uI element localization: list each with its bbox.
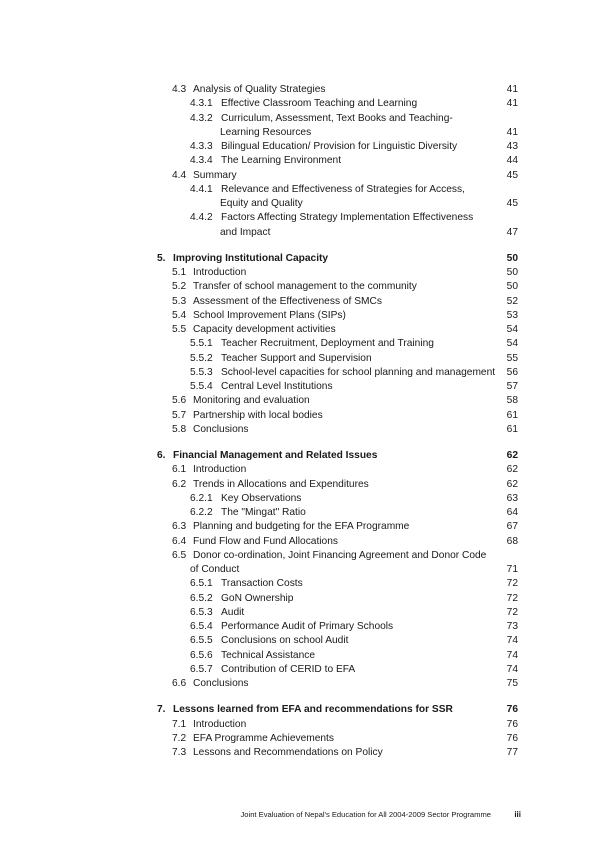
toc-entry-title: of Conduct <box>190 564 240 575</box>
toc-entry-page: 61 <box>506 409 518 421</box>
toc-entry-title: Introduction <box>193 718 247 730</box>
toc-entry-title: Donor co-ordination, Joint Financing Agreement and Donor Code <box>193 549 487 561</box>
toc-entry-page: 53 <box>506 309 518 321</box>
toc-entry-number: 4.3.4 <box>190 155 213 167</box>
toc-entry-page: 57 <box>506 381 518 392</box>
toc-entry-title: Equity and Quality <box>220 198 303 209</box>
toc-entry <box>0 309 601 323</box>
toc-entry-number: 4.3.1 <box>190 98 213 110</box>
toc-entry-title: Summary <box>193 169 237 181</box>
toc-entry-title: Factors Affecting Strategy Implementation Effectiveness <box>221 212 474 224</box>
toc-entry-title: School Improvement Plans (SIPs) <box>193 309 346 321</box>
toc-entry <box>0 83 601 97</box>
toc-entry-title: Conclusions <box>193 678 249 689</box>
toc-entry-number: 6.5.2 <box>190 592 213 604</box>
toc-entry-number: 5.5.4 <box>190 381 213 392</box>
toc-entry-page: 75 <box>506 678 518 689</box>
toc-entry-title: The "Mingat" Ratio <box>221 507 306 518</box>
toc-entry-page: 73 <box>506 621 518 632</box>
toc-entry-page: 43 <box>506 141 518 152</box>
toc-entry-title: Curriculum, Assessment, Text Books and Teaching- <box>221 112 453 124</box>
toc-entry-page: 45 <box>506 169 518 181</box>
toc-entry-title: Key Observations <box>221 492 302 504</box>
toc-entry <box>0 463 601 477</box>
toc-entry-page: 58 <box>506 395 518 407</box>
toc-entry-number: 7. <box>157 704 166 716</box>
toc-entry <box>0 323 601 337</box>
toc-entry-number: 6.5.3 <box>190 606 213 618</box>
toc-entry-title: and Impact <box>220 226 271 238</box>
toc-entry <box>0 394 601 408</box>
toc-entry-page: 56 <box>506 366 518 378</box>
toc-entry-title: Teacher Support and Supervision <box>221 352 372 364</box>
toc-entry-page: 45 <box>506 198 518 209</box>
toc-entry-page: 77 <box>506 747 518 758</box>
toc-entry-number: 6.5 <box>172 549 187 561</box>
toc-entry-number: 5.1 <box>172 267 187 278</box>
toc-entry <box>0 649 601 663</box>
toc-entry <box>0 506 601 520</box>
toc-entry <box>0 97 601 111</box>
toc-entry-title: Contribution of CERID to EFA <box>221 663 356 675</box>
toc-entry-number: 5.5 <box>172 324 187 335</box>
toc-entry-number: 6.6 <box>172 678 187 689</box>
toc-entry-number: 4.4.2 <box>190 212 213 224</box>
toc-entry-title: Partnership with local bodies <box>193 409 323 421</box>
toc-entry <box>0 337 601 351</box>
toc-entry-page: 72 <box>506 606 518 618</box>
toc-entry-page: 76 <box>506 704 518 716</box>
toc-entry-page: 71 <box>506 564 518 575</box>
toc-entry-title: The Learning Environment <box>221 155 342 167</box>
toc-entry-number: 6.1 <box>172 464 187 476</box>
toc-entry-title: Lessons and Recommendations on Policy <box>193 747 383 758</box>
toc-entry-page: 72 <box>506 592 518 604</box>
toc-entry-page: 54 <box>506 324 518 335</box>
toc-entry-number: 5.8 <box>172 423 187 435</box>
toc-entry-page: 41 <box>506 126 518 138</box>
toc-entry <box>0 211 601 225</box>
toc-entry <box>0 112 601 126</box>
toc-entry <box>0 606 601 620</box>
toc-entry-number: 6.2.2 <box>190 507 213 518</box>
toc-entry-title: Conclusions on school Audit <box>221 635 349 647</box>
toc-entry-page: 74 <box>506 663 518 675</box>
toc-entry-title: Introduction <box>193 267 247 278</box>
toc-entry-title: Teacher Recruitment, Deployment and Training <box>221 338 434 350</box>
toc-entry-number: 5.5.3 <box>190 366 213 378</box>
toc-entry-number: 4.4 <box>172 169 187 181</box>
toc-entry-page: 62 <box>506 478 518 490</box>
toc-entry-number: 6.5.1 <box>190 578 213 590</box>
toc-entry <box>0 520 601 534</box>
toc-entry <box>0 663 601 677</box>
toc-entry-page: 76 <box>506 718 518 730</box>
toc-entry-page: 62 <box>506 450 518 461</box>
toc-entry-title: Bilingual Education/ Provision for Linguistic Diversity <box>221 141 458 152</box>
toc-entry-number: 6.5.7 <box>190 663 213 675</box>
toc-entry-number: 6.3 <box>172 521 187 533</box>
toc-entry <box>0 535 601 549</box>
toc-entry-page: 74 <box>506 649 518 661</box>
toc-entry-page: 50 <box>506 267 518 278</box>
toc-entry <box>0 197 601 211</box>
toc-entry-number: 6.2.1 <box>190 492 213 504</box>
toc-chapter <box>0 252 601 266</box>
toc-entry-number: 6.5.5 <box>190 635 213 647</box>
toc-entry-title: Monitoring and evaluation <box>193 395 310 407</box>
toc-entry-page: 74 <box>506 635 518 647</box>
toc-entry-number: 4.3 <box>172 84 187 95</box>
toc-entry <box>0 266 601 280</box>
toc-entry-title: Conclusions <box>193 423 249 435</box>
page-footer <box>0 808 601 822</box>
toc-entry-title: Performance Audit of Primary Schools <box>221 621 394 632</box>
toc-entry <box>0 563 601 577</box>
toc-entry-page: 68 <box>506 535 518 547</box>
toc-entry-title: Capacity development activities <box>193 324 336 335</box>
toc-entry-title: Analysis of Quality Strategies <box>193 84 326 95</box>
toc-entry-page: 62 <box>506 464 518 476</box>
toc-entry-title: Lessons learned from EFA and recommendations for SSR <box>173 704 453 716</box>
toc-entry-title: Trends in Allocations and Expenditures <box>193 478 369 490</box>
toc-entry <box>0 423 601 437</box>
toc-entry-number: 4.3.2 <box>190 112 213 124</box>
toc-entry <box>0 718 601 732</box>
toc-entry-page: 50 <box>506 252 518 264</box>
toc-entry <box>0 732 601 746</box>
toc-entry-number: 6.5.4 <box>190 621 213 632</box>
toc-entry-title: Improving Institutional Capacity <box>173 252 329 264</box>
toc-entry-title: GoN Ownership <box>221 592 294 604</box>
toc-entry-number: 5.4 <box>172 309 187 321</box>
toc-entry-page: 55 <box>506 352 518 364</box>
toc-entry-title: Assessment of the Effectiveness of SMCs <box>193 295 382 307</box>
toc-entry <box>0 154 601 168</box>
toc-entry-number: 6.5.6 <box>190 649 213 661</box>
toc-entry-page: 72 <box>506 578 518 590</box>
toc-entry-page: 64 <box>506 507 518 518</box>
toc-entry <box>0 366 601 380</box>
toc-entry-page: 44 <box>506 155 518 167</box>
toc-entry-title: Financial Management and Related Issues <box>173 450 378 461</box>
toc-entry-title: Audit <box>221 606 245 618</box>
toc-entry-page: 52 <box>506 295 518 307</box>
toc-entry <box>0 409 601 423</box>
toc-entry-number: 7.1 <box>172 718 187 730</box>
toc-entry-number: 4.4.1 <box>190 183 213 195</box>
toc-entry-page: 41 <box>506 84 518 95</box>
toc-entry-number: 5. <box>157 252 166 264</box>
toc-entry <box>0 280 601 294</box>
toc-entry-number: 5.5.1 <box>190 338 213 350</box>
footer-page-number: iii <box>514 810 521 819</box>
toc-entry <box>0 352 601 366</box>
toc-entry-title: Transaction Costs <box>221 578 303 590</box>
toc-entry-number: 7.2 <box>172 732 187 744</box>
toc-chapter <box>0 703 601 717</box>
footer-title: Joint Evaluation of Nepal's Education for All 2004-2009 Sector Programme <box>240 810 491 819</box>
toc-entry-title: Planning and budgeting for the EFA Programme <box>193 521 410 533</box>
toc-entry <box>0 549 601 563</box>
toc-entry-title: Effective Classroom Teaching and Learning <box>221 98 418 110</box>
toc-entry <box>0 295 601 309</box>
toc-entry-number: 5.7 <box>172 409 187 421</box>
toc-entry-number: 7.3 <box>172 747 187 758</box>
toc-entry-title: Technical Assistance <box>221 649 315 661</box>
toc-entry <box>0 126 601 140</box>
toc-entry <box>0 492 601 506</box>
toc-entry-number: 5.6 <box>172 395 187 407</box>
toc-entry-title: School-level capacities for school planning and management <box>221 366 496 378</box>
toc-entry <box>0 169 601 183</box>
toc-entry <box>0 634 601 648</box>
toc-entry-page: 50 <box>506 281 518 293</box>
toc-entry-number: 5.5.2 <box>190 352 213 364</box>
toc-entry <box>0 677 601 691</box>
toc-entry-number: 5.2 <box>172 281 187 293</box>
toc-entry-title: Learning Resources <box>220 126 312 138</box>
toc-entry-page: 47 <box>506 226 518 238</box>
toc-entry-number: 6. <box>157 450 166 461</box>
toc-entry-number: 6.4 <box>172 535 187 547</box>
toc-entry <box>0 380 601 394</box>
toc-entry-page: 54 <box>506 338 518 350</box>
toc-entry-title: Relevance and Effectiveness of Strategies for Access, <box>221 183 465 195</box>
toc-entry-page: 67 <box>506 521 518 533</box>
toc-entry <box>0 478 601 492</box>
toc-entry-page: 41 <box>506 98 518 110</box>
toc-entry <box>0 140 601 154</box>
toc-entry-page: 61 <box>506 423 518 435</box>
toc-entry-number: 6.2 <box>172 478 187 490</box>
toc-entry-page: 76 <box>506 732 518 744</box>
toc-entry-title: Fund Flow and Fund Allocations <box>193 535 338 547</box>
toc-entry-number: 5.3 <box>172 295 187 307</box>
toc-entry <box>0 746 601 760</box>
toc-entry <box>0 620 601 634</box>
toc-entry <box>0 226 601 240</box>
toc-entry-title: Transfer of school management to the community <box>193 281 417 293</box>
toc-entry-number: 4.3.3 <box>190 141 213 152</box>
toc-entry <box>0 592 601 606</box>
toc-entry-page: 63 <box>506 492 518 504</box>
toc-entry-title: EFA Programme Achievements <box>193 732 334 744</box>
toc-entry-title: Central Level Institutions <box>221 381 333 392</box>
toc-entry <box>0 577 601 591</box>
toc-chapter <box>0 449 601 463</box>
toc-entry <box>0 183 601 197</box>
toc-entry-title: Introduction <box>193 464 247 476</box>
